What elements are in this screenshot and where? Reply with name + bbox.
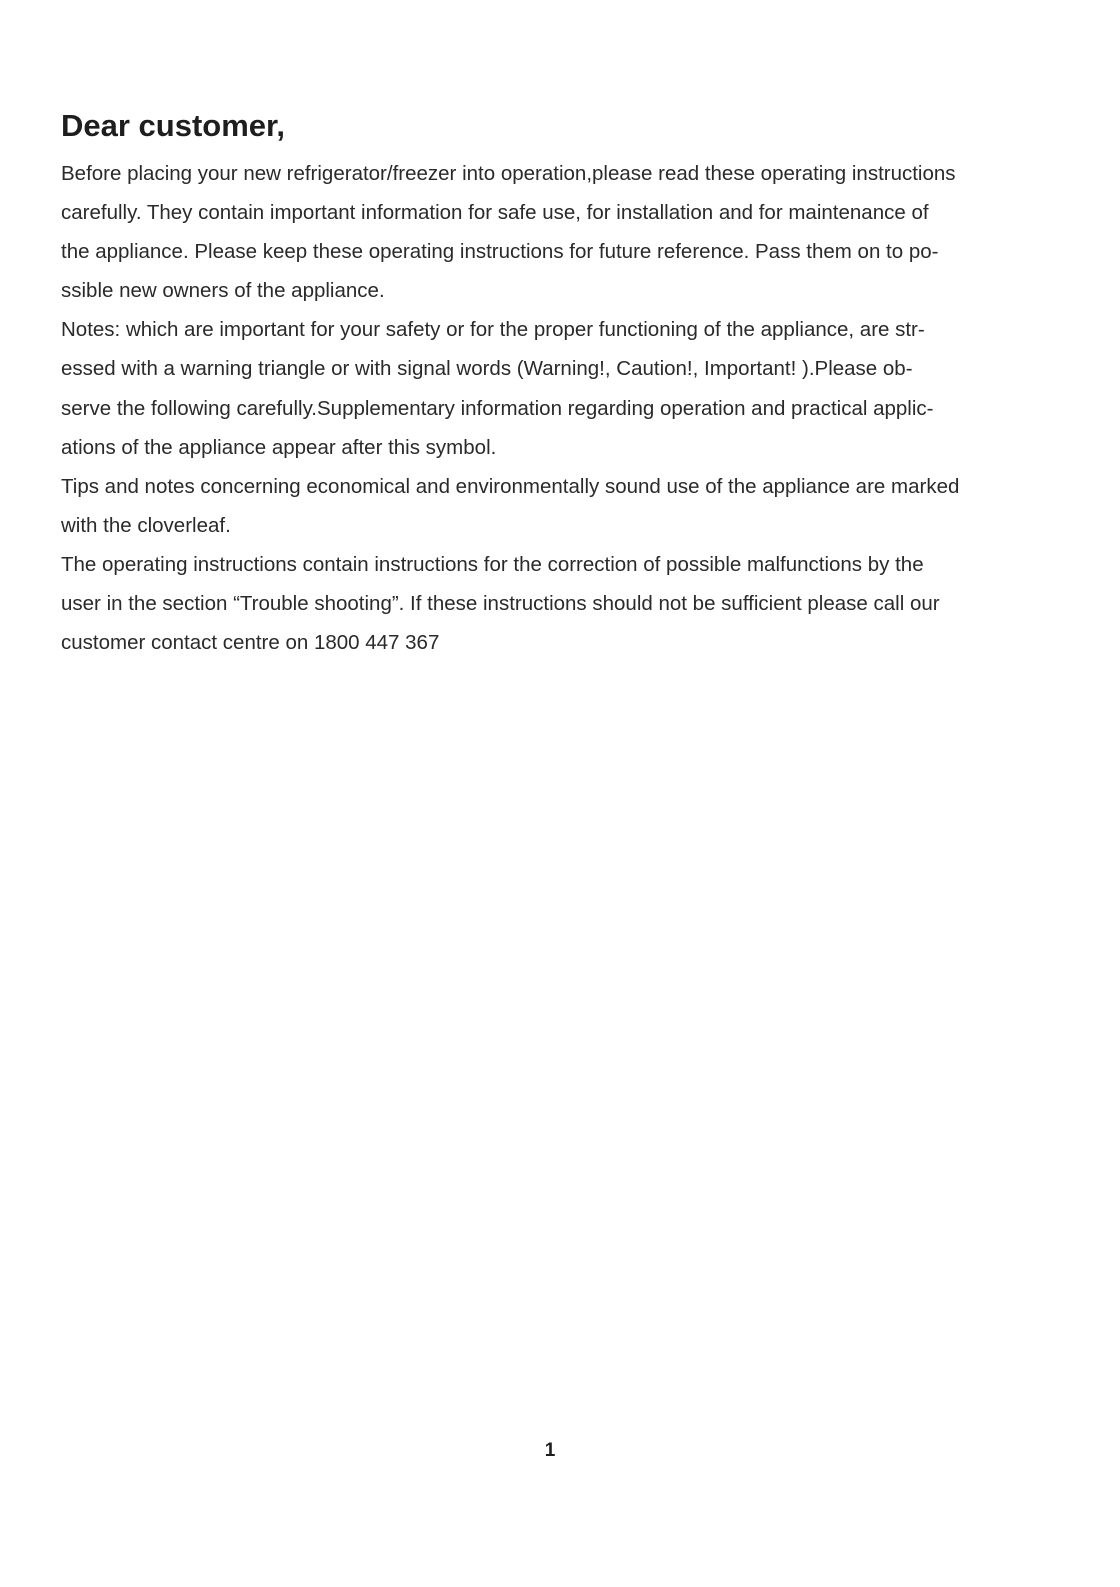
- text-line: Before placing your new refrigerator/freezer into operation,please read these operating instructions: [61, 162, 956, 185]
- body-text: [61, 154, 1071, 662]
- page-title: Dear customer,: [61, 108, 285, 143]
- text-line: ssible new owners of the appliance.: [61, 279, 385, 303]
- text-line: serve the following carefully.Supplementary information regarding operation and practical applic-: [61, 396, 934, 420]
- text-line: Notes: which are important for your safety or for the proper functioning of the appliance, are str-: [61, 318, 925, 342]
- text-line: carefully. They contain important information for safe use, for installation and for maintenance of: [61, 201, 929, 225]
- text-line: with the cloverleaf.: [61, 513, 231, 537]
- text-line: essed with a warning triangle or with signal words (Warning!, Caution!, Important! ).Please ob-: [61, 357, 913, 381]
- text-line: user in the section “Trouble shooting”. If these instructions should not be sufficient please call our: [61, 592, 940, 616]
- page-number: 1: [544, 1440, 556, 1461]
- text-line: ations of the appliance appear after this symbol.: [61, 435, 497, 459]
- text-line: The operating instructions contain instructions for the correction of possible malfunctions by the: [61, 552, 924, 576]
- text-line: customer contact centre on 1800 447 367: [61, 631, 440, 655]
- text-line: the appliance. Please keep these operating instructions for future reference. Pass them on to po-: [61, 240, 939, 264]
- text-line: Tips and notes concerning economical and environmentally sound use of the appliance are marked: [61, 474, 960, 498]
